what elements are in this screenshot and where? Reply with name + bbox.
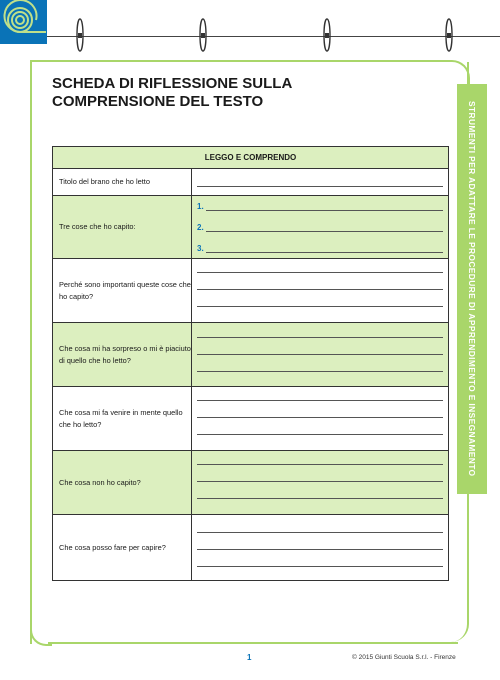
title-line-1: SCHEDA DI RIFLESSIONE SULLA bbox=[52, 75, 293, 92]
answer-area[interactable] bbox=[192, 259, 449, 323]
writing-line bbox=[206, 210, 443, 211]
table-header: LEGGO E COMPRENDO bbox=[53, 147, 449, 169]
writing-line bbox=[206, 231, 443, 232]
question-cell: Titolo del brano che ho letto bbox=[53, 169, 192, 196]
card-border bbox=[48, 642, 458, 644]
binder-ring-icon bbox=[322, 18, 332, 52]
worksheet-table bbox=[52, 146, 449, 581]
publisher-logo bbox=[0, 0, 47, 44]
writing-line bbox=[197, 417, 443, 418]
writing-line bbox=[197, 566, 443, 567]
answer-area[interactable] bbox=[192, 515, 449, 581]
binder-ring-icon bbox=[198, 18, 208, 52]
answer-area[interactable] bbox=[192, 169, 449, 196]
question-cell: Che cosa mi fa venire in mente quello che ho letto? bbox=[53, 387, 192, 451]
writing-line bbox=[197, 337, 443, 338]
answer-area[interactable] bbox=[192, 387, 449, 451]
writing-line bbox=[197, 498, 443, 499]
writing-line bbox=[197, 186, 443, 187]
writing-line bbox=[197, 481, 443, 482]
writing-line bbox=[197, 532, 443, 533]
answer-area[interactable] bbox=[192, 323, 449, 387]
writing-line bbox=[197, 354, 443, 355]
page-title bbox=[52, 75, 432, 111]
spiral-logo-icon bbox=[0, 0, 47, 44]
copyright-notice: © 2015 Giunti Scuola S.r.l. - Firenze bbox=[352, 654, 456, 661]
writing-line bbox=[197, 272, 443, 273]
writing-line bbox=[197, 371, 443, 372]
side-tab-label: STRUMENTI PER ADATTARE LE PROCEDURE DI APPRENDIMENTO E INSEGNAMENTO bbox=[467, 101, 477, 477]
question-cell: Che cosa posso fare per capire? bbox=[53, 515, 192, 581]
writing-line bbox=[197, 289, 443, 290]
question-cell: Tre cose che ho capito: bbox=[53, 196, 192, 259]
question-cell: Che cosa mi ha sorpreso o mi è piaciuto di quello che ho letto? bbox=[53, 323, 192, 387]
writing-line bbox=[197, 434, 443, 435]
writing-line bbox=[206, 252, 443, 253]
binder-ring-icon bbox=[444, 18, 454, 52]
question-cell: Perché sono importanti queste cose che ho capito? bbox=[53, 259, 192, 323]
page-number: 1 bbox=[247, 653, 252, 662]
answer-area[interactable] bbox=[192, 196, 449, 259]
title-line-2: COMPRENSIONE DEL TESTO bbox=[52, 93, 264, 110]
binder-line bbox=[47, 36, 500, 37]
writing-line bbox=[197, 400, 443, 401]
question-cell: Che cosa non ho capito? bbox=[53, 451, 192, 515]
binder-ring-icon bbox=[75, 18, 85, 52]
writing-line bbox=[197, 549, 443, 550]
item-number: 3. bbox=[197, 244, 204, 253]
writing-line bbox=[197, 306, 443, 307]
writing-line bbox=[197, 464, 443, 465]
item-number: 1. bbox=[197, 202, 204, 211]
answer-area[interactable] bbox=[192, 451, 449, 515]
item-number: 2. bbox=[197, 223, 204, 232]
